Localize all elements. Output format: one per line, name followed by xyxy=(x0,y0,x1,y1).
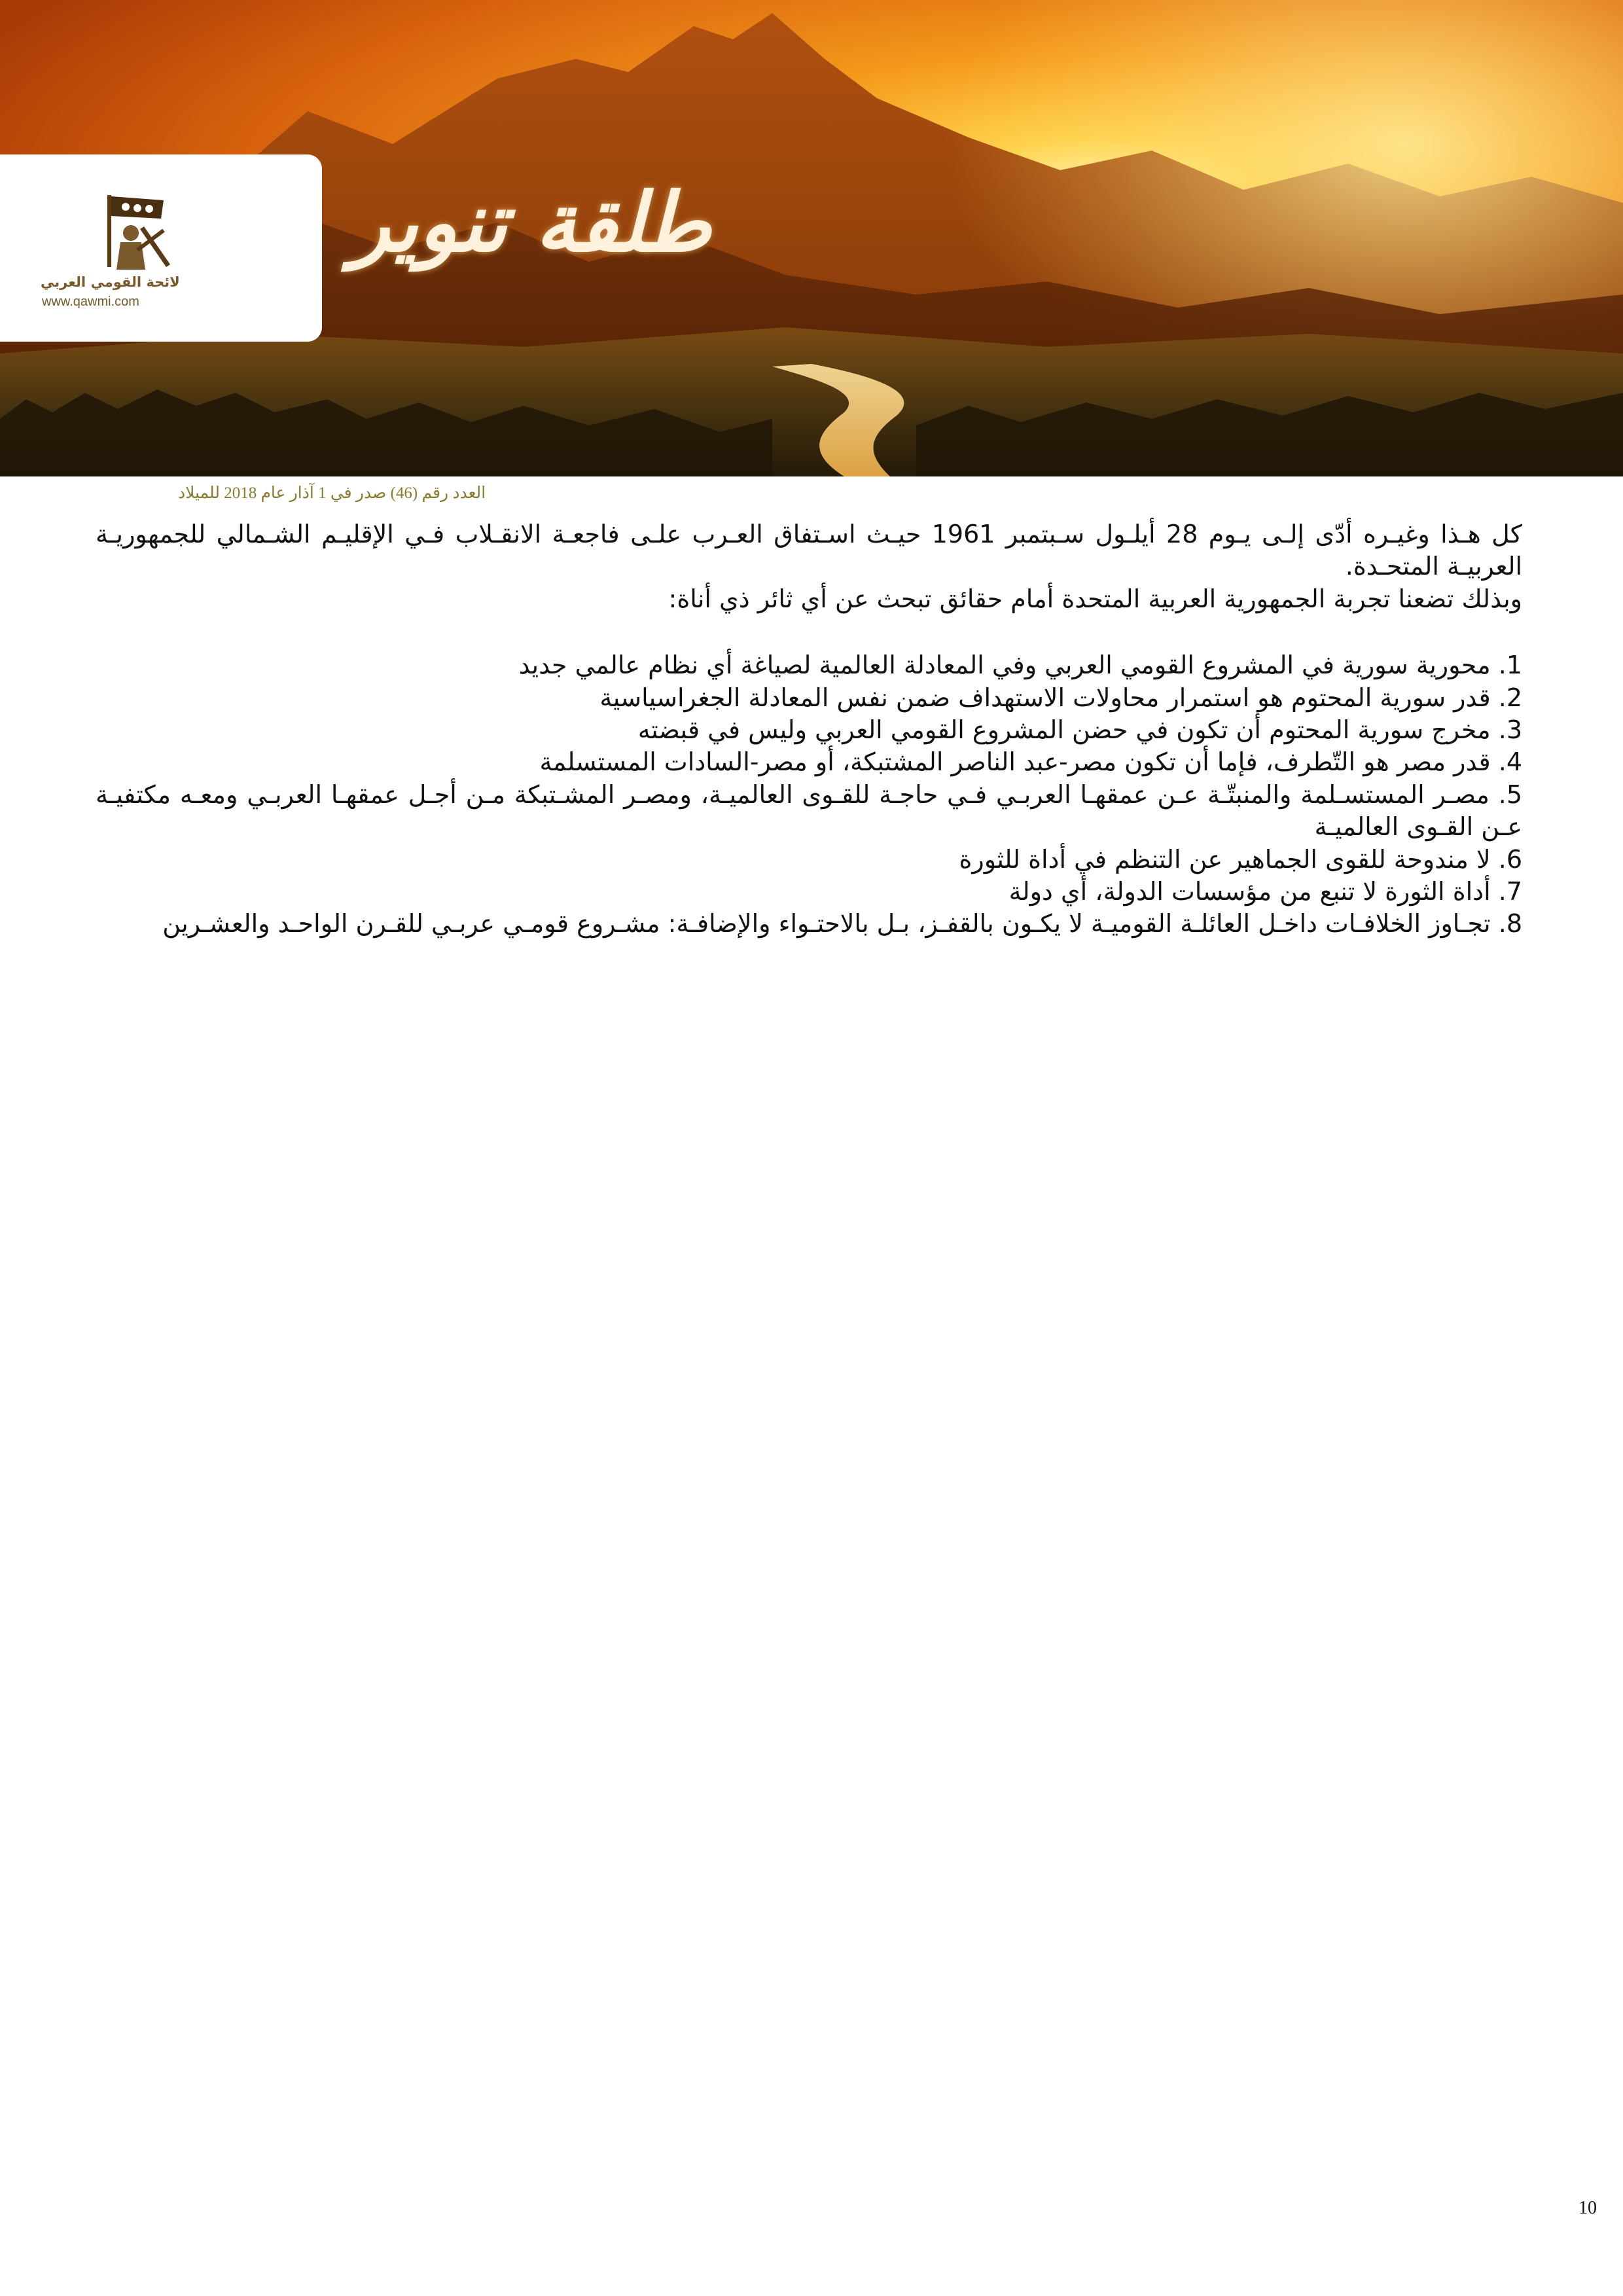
point-text: مصـر المستسـلمة والمنبتّـة عـن عمقهـا العربـي فـي حاجـة للقـوى العالميـة، ومصـر المشـتبكة مـن أجـل عمقهـا العربـي ومعـه مكتفيـة عـن القـوى العالميـة xyxy=(96,780,1522,842)
point-number: 8. xyxy=(1498,909,1522,939)
point-text: تجـاوز الخلافـات داخـل العائلـة القوميـة لا يكـون بالقفـز، بـل بالاحتـواء والإضافـة: مشـروع قومـي عربـي للقـرن الواحـد والعشـرين xyxy=(162,909,1499,939)
list-item xyxy=(96,714,1522,746)
page-number: 10 xyxy=(1578,2198,1597,2218)
issue-info: العدد رقم (46) صدر في 1 آذار عام 2018 للميلاد xyxy=(178,484,486,502)
list-item xyxy=(96,779,1522,844)
point-number: 7. xyxy=(1498,876,1522,906)
point-text: قدر مصر هو التّطرف، فإما أن تكون مصر-عبد الناصر المشتبكة، أو مصر-السادات المستسلمة xyxy=(539,747,1499,777)
point-number: 3. xyxy=(1498,715,1522,744)
point-number: 5. xyxy=(1498,780,1522,809)
intro-paragraph: كل هـذا وغيـره أدّى إلـى يـوم 28 أيلـول سـبتمبر 1961 حيـث اسـتفاق العـرب علـى فاجعـة الانقـلاب فـي الإقليـم الشـمالي للجمهوريـة العربيـة المتحـدة. xyxy=(96,520,1522,581)
point-number: 6. xyxy=(1498,844,1522,874)
flag-bearer-icon xyxy=(39,187,177,272)
article-body xyxy=(96,518,1522,941)
list-item xyxy=(96,908,1522,940)
point-number: 1. xyxy=(1498,651,1522,680)
list-item xyxy=(96,649,1522,681)
list-item xyxy=(96,876,1522,908)
header-banner xyxy=(0,0,1623,476)
points-list xyxy=(96,649,1522,941)
list-item xyxy=(96,682,1522,714)
list-item xyxy=(96,746,1522,778)
point-text: لا مندوحة للقوى الجماهير عن التنظم في أداة للثورة xyxy=(959,844,1499,874)
publisher-name: لائحة القومي العربي xyxy=(41,274,180,290)
point-text: مخرج سورية المحتوم أن تكون في حضن المشروع القومي العربي وليس في قبضته xyxy=(637,715,1499,744)
publisher-url: www.qawmi.com xyxy=(42,295,139,309)
point-number: 2. xyxy=(1498,683,1522,712)
masthead-title: طلقة تنوير xyxy=(351,175,712,270)
list-item xyxy=(96,844,1522,876)
point-text: أداة الثورة لا تنبع من مؤسسات الدولة، أي دولة xyxy=(1008,876,1499,906)
lead-paragraph: وبذلك تضعنا تجربة الجمهورية العربية المتحدة أمام حقائق تبحث عن أي ثائر ذي أناة: xyxy=(668,584,1522,613)
publisher-logo xyxy=(0,154,322,342)
point-text: قدر سورية المحتوم هو استمرار محاولات الاستهداف ضمن نفس المعادلة الجغراسياسية xyxy=(599,683,1499,712)
point-text: محورية سورية في المشروع القومي العربي وفي المعادلة العالمية لصياغة أي نظام عالمي جديد xyxy=(518,651,1499,680)
point-number: 4. xyxy=(1498,747,1522,777)
